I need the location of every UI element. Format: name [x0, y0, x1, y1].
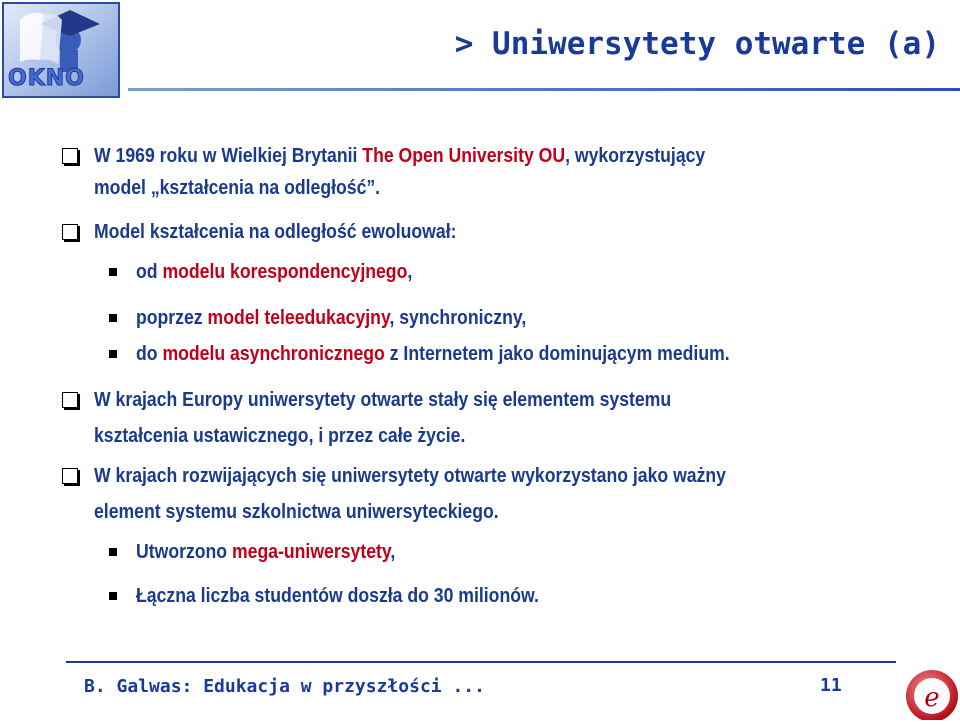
sub-bullet-text: [136, 536, 395, 568]
bullet-text: [94, 496, 499, 528]
highlighted-term: modelu korespondencyjnego: [162, 260, 408, 283]
svg-text:e: e: [924, 683, 940, 713]
bullet-text: [94, 384, 671, 416]
text-segment: model „kształcenia na odległość”.: [94, 176, 381, 199]
checkbox-bullet-icon: [62, 224, 78, 240]
checkbox-bullet-icon: [62, 148, 78, 164]
text-segment: Łączna liczba studentów doszła do 30 milionów.: [136, 584, 539, 607]
text-segment: Utworzono: [136, 540, 232, 563]
text-segment: do: [136, 342, 163, 365]
sub-bullet-marker: [109, 314, 117, 322]
checkbox-bullet-icon: [62, 468, 78, 484]
slide-title: > Uniwersytety otwarte (a): [454, 26, 940, 62]
bullet-text: [94, 460, 726, 492]
bullet-text: [94, 140, 705, 172]
logo-text: OKNO: [8, 66, 85, 91]
text-segment: , synchroniczny,: [389, 306, 527, 329]
title-divider: [128, 88, 960, 91]
sub-bullet-text: [136, 338, 730, 370]
text-segment: , wykorzystujący: [565, 144, 706, 167]
text-segment: W krajach Europy uniwersytety otwarte stały się elementem systemu: [94, 388, 672, 411]
footer-divider: [66, 661, 896, 663]
bullet-text: [94, 172, 380, 204]
text-segment: poprzez: [136, 306, 208, 329]
highlighted-term: modelu asynchronicznego: [162, 342, 385, 365]
text-segment: ,: [390, 540, 396, 563]
highlighted-term: mega-uniwersytety: [231, 540, 391, 563]
sub-bullet-marker: [109, 268, 117, 276]
sub-bullet-marker: [109, 548, 117, 556]
sub-bullet-text: [136, 580, 539, 612]
text-segment: element systemu szkolnictwa uniwersyteckiego.: [94, 500, 499, 523]
text-segment: kształcenia ustawicznego, i przez całe życie.: [94, 424, 466, 447]
page-number: 11: [820, 675, 842, 696]
text-segment: Model kształcenia na odległość ewoluował:: [94, 220, 457, 243]
text-segment: ,: [407, 260, 413, 283]
checkbox-bullet-icon: [62, 392, 78, 408]
sub-bullet-text: [136, 256, 412, 288]
okno-logo: [0, 0, 122, 100]
sub-bullet-marker: [109, 350, 117, 358]
highlighted-term: The Open University OU: [362, 144, 566, 167]
sub-bullet-marker: [109, 592, 117, 600]
text-segment: z Internetem jako dominującym medium.: [384, 342, 730, 365]
sub-bullet-text: [136, 302, 526, 334]
footer-author-title: B. Galwas: Edukacja w przyszłości ...: [84, 676, 485, 697]
highlighted-term: model teleedukacyjny: [207, 306, 390, 329]
bullet-text: [94, 420, 465, 452]
bullet-text: [94, 216, 456, 248]
text-segment: W krajach rozwijających się uniwersytety otwarte wykorzystano jako ważny: [94, 464, 726, 487]
text-segment: W 1969 roku w Wielkiej Brytanii: [94, 144, 363, 167]
text-segment: od: [136, 260, 163, 283]
emblem-logo: [900, 662, 960, 720]
